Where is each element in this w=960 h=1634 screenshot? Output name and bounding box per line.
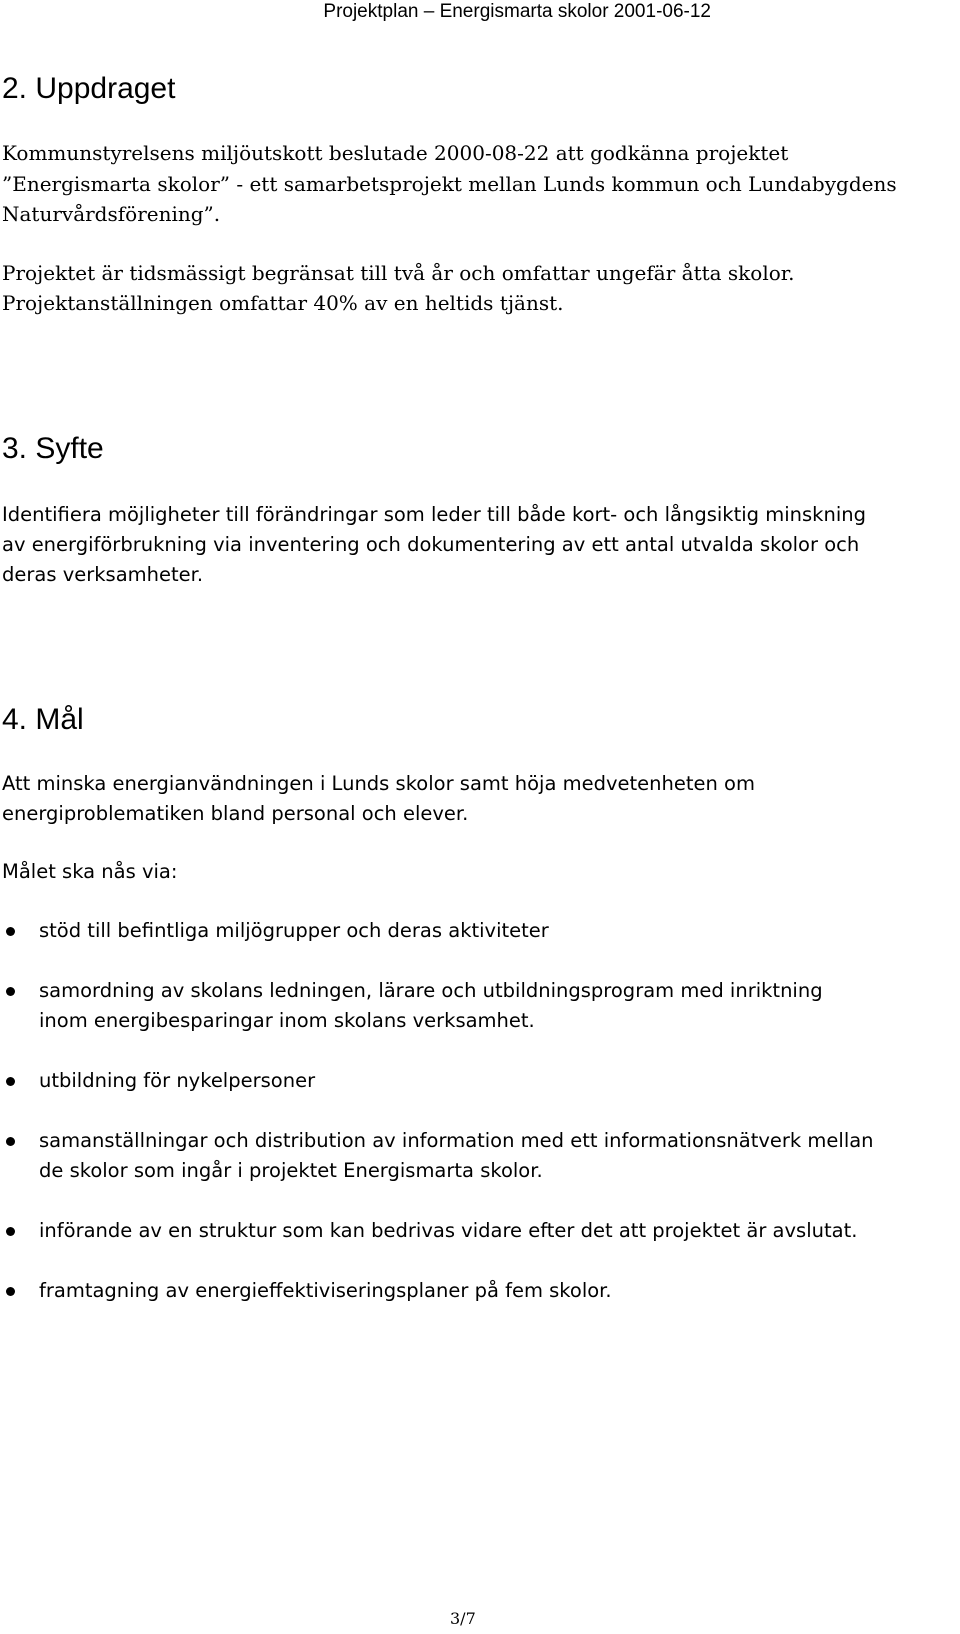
bullet-icon xyxy=(6,1137,15,1146)
syfte-para-line3: deras verksamheter. xyxy=(2,563,204,586)
list-item-text: samordning av skolans ledningen, lärare och utbildningsprogram med inriktning xyxy=(39,979,823,1002)
list-item-text: framtagning av energieffektiviseringsplaner på fem skolor. xyxy=(39,1279,612,1302)
uppdraget-para1-line2: ”Energismarta skolor” - ett samarbetsprojekt mellan Lunds kommun och Lundabygdens xyxy=(2,172,897,196)
bullet-icon xyxy=(6,1287,15,1296)
mal-para-line2: energiproblematiken bland personal och elever. xyxy=(2,802,469,825)
page-number: 3/7 xyxy=(450,1609,476,1628)
list-item-text-cont: de skolor som ingår i projektet Energismarta skolor. xyxy=(39,1159,543,1182)
bullet-icon xyxy=(6,927,15,936)
heading-mal: 4. Mål xyxy=(2,703,84,736)
mal-para-line1: Att minska energianvändningen i Lunds skolor samt höja medvetenheten om xyxy=(2,772,755,795)
bullet-icon xyxy=(6,1227,15,1236)
list-item-text: stöd till befintliga miljögrupper och deras aktiviteter xyxy=(39,919,549,942)
list-item-text: samanställningar och distribution av information med ett informationsnätverk mellan xyxy=(39,1129,874,1152)
heading-uppdraget: 2. Uppdraget xyxy=(2,72,176,105)
mal-intro: Målet ska nås via: xyxy=(2,860,178,883)
syfte-para-line2: av energiförbrukning via inventering och dokumentering av ett antal utvalda skolor och xyxy=(2,533,860,556)
heading-syfte: 3. Syfte xyxy=(2,432,104,465)
bullet-icon xyxy=(6,1077,15,1086)
list-item-text: utbildning för nykelpersoner xyxy=(39,1069,316,1092)
uppdraget-para2-line2: Projektanställningen omfattar 40% av en heltids tjänst. xyxy=(2,291,564,315)
uppdraget-para1-line3: Naturvårdsförening”. xyxy=(2,202,221,226)
list-item-text-cont: inom energibesparingar inom skolans verksamhet. xyxy=(39,1009,535,1032)
bullet-icon xyxy=(6,987,15,996)
syfte-para-line1: Identifiera möjligheter till förändringar som leder till både kort- och långsiktig minskning xyxy=(2,503,866,526)
uppdraget-para2-line1: Projektet är tidsmässigt begränsat till två år och omfattar ungefär åtta skolor. xyxy=(2,261,795,285)
list-item-text: införande av en struktur som kan bedrivas vidare efter det att projektet är avslutat. xyxy=(39,1219,858,1242)
uppdraget-para1-line1: Kommunstyrelsens miljöutskott beslutade 2000-08-22 att godkänna projektet xyxy=(2,141,789,165)
running-header: Projektplan – Energismarta skolor 2001-06-12 xyxy=(323,1,711,22)
